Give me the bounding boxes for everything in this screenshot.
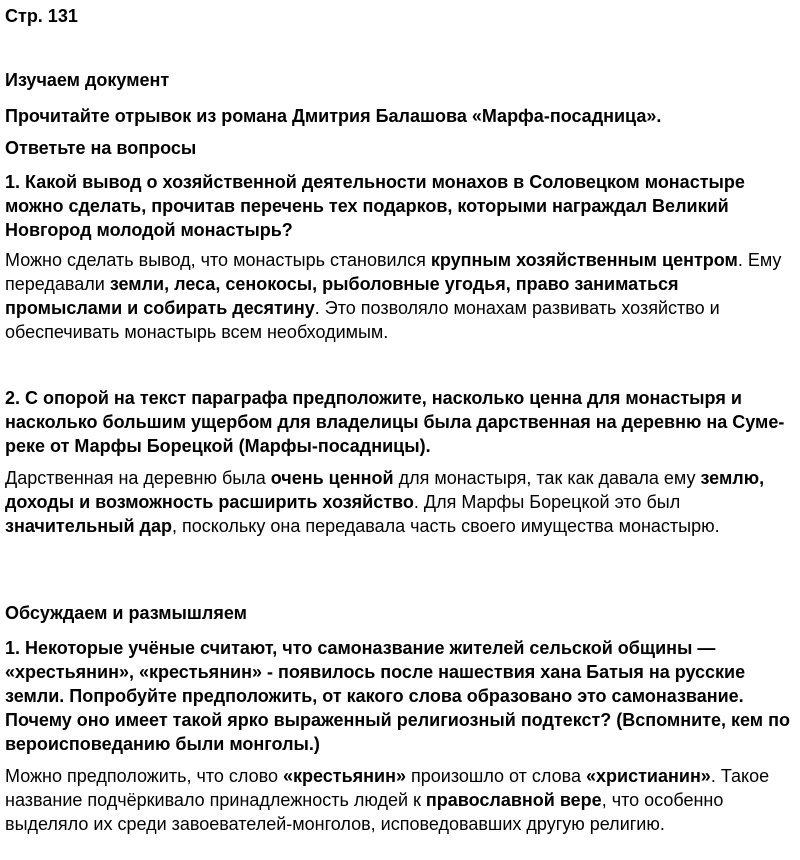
answer-text: . Такое название подчёркивало принадлежность людей к	[5, 766, 770, 810]
question-1: 1. Какой вывод о хозяйственной деятельности монахов в Соловецком монастыре можно сделать, прочитав перечень тех подарков, которыми награждал Великий Новгород молодой монастырь?	[5, 172, 745, 240]
reading-instruction: Прочитайте отрывок из романа Дмитрия Балашова «Марфа-посадница».	[5, 106, 662, 126]
emphasis-text: землю, доходы и возможность расширить хозяйство	[5, 468, 765, 512]
answer-text: для монастыря, так как давала ему	[393, 468, 701, 488]
answer-2	[5, 466, 794, 538]
page-number: Стр. 131	[5, 6, 78, 26]
answer-text: . Для Марфы Борецкой это был	[413, 492, 681, 512]
answer-text: . Ему передавали	[5, 250, 782, 294]
answer-text: . Это позволяло монахам развивать хозяйство и обеспечивать монастырь всем необходимым.	[5, 298, 720, 342]
answer-text: , поскольку она передавала часть своего имущества монастырю.	[171, 516, 720, 536]
discussion-answer-1	[5, 764, 794, 836]
answer-text: , что особенно выделяло их среди завоевателей-монголов, исповедовавших другую религию.	[5, 790, 724, 834]
answer-text: произошло от слова	[406, 766, 587, 786]
answer-questions-subtitle: Ответьте на вопросы	[5, 138, 197, 158]
emphasis-text: «христианин»	[586, 766, 711, 786]
discussion-question-1: 1. Некоторые учёные считают, что самоназвание жителей сельской общины — «хрестьянин», «крестьянин» - появилось после нашествия хана Батыя на русские земли. Попробуйте предположить, от какого слова образовано это самоназвание. Почему оно имеет такой ярко выраженный религиозный подтекст? (Вспомните, кем по вероисповеданию были монголы.)	[5, 638, 790, 754]
question-2: 2. С опорой на текст параграфа предположите, насколько ценна для монастыря и насколько большим ущербом для владелицы была дарственная на деревню на Суме-реке от Марфы Борецкой (Марфы-посадницы).	[5, 388, 785, 456]
section-title-discuss: Обсуждаем и размышляем	[5, 603, 247, 623]
emphasis-text: «крестьянин»	[283, 766, 407, 786]
answer-text: Можно сделать вывод, что монастырь становился	[5, 250, 431, 270]
emphasis-text: очень ценной	[270, 468, 394, 488]
answer-text: Дарственная на деревню была	[5, 468, 271, 488]
emphasis-text: крупным хозяйственным центром	[430, 250, 738, 270]
answer-1	[5, 248, 794, 344]
answer-text: Можно предположить, что слово	[5, 766, 283, 786]
emphasis-text: земли, леса, сенокосы, рыболовные угодья, право заниматься промыслами и собирать десятину	[5, 274, 679, 318]
section-title-study-document: Изучаем документ	[5, 70, 170, 90]
emphasis-text: православной вере	[425, 790, 602, 810]
emphasis-text: значительный дар	[5, 516, 172, 536]
